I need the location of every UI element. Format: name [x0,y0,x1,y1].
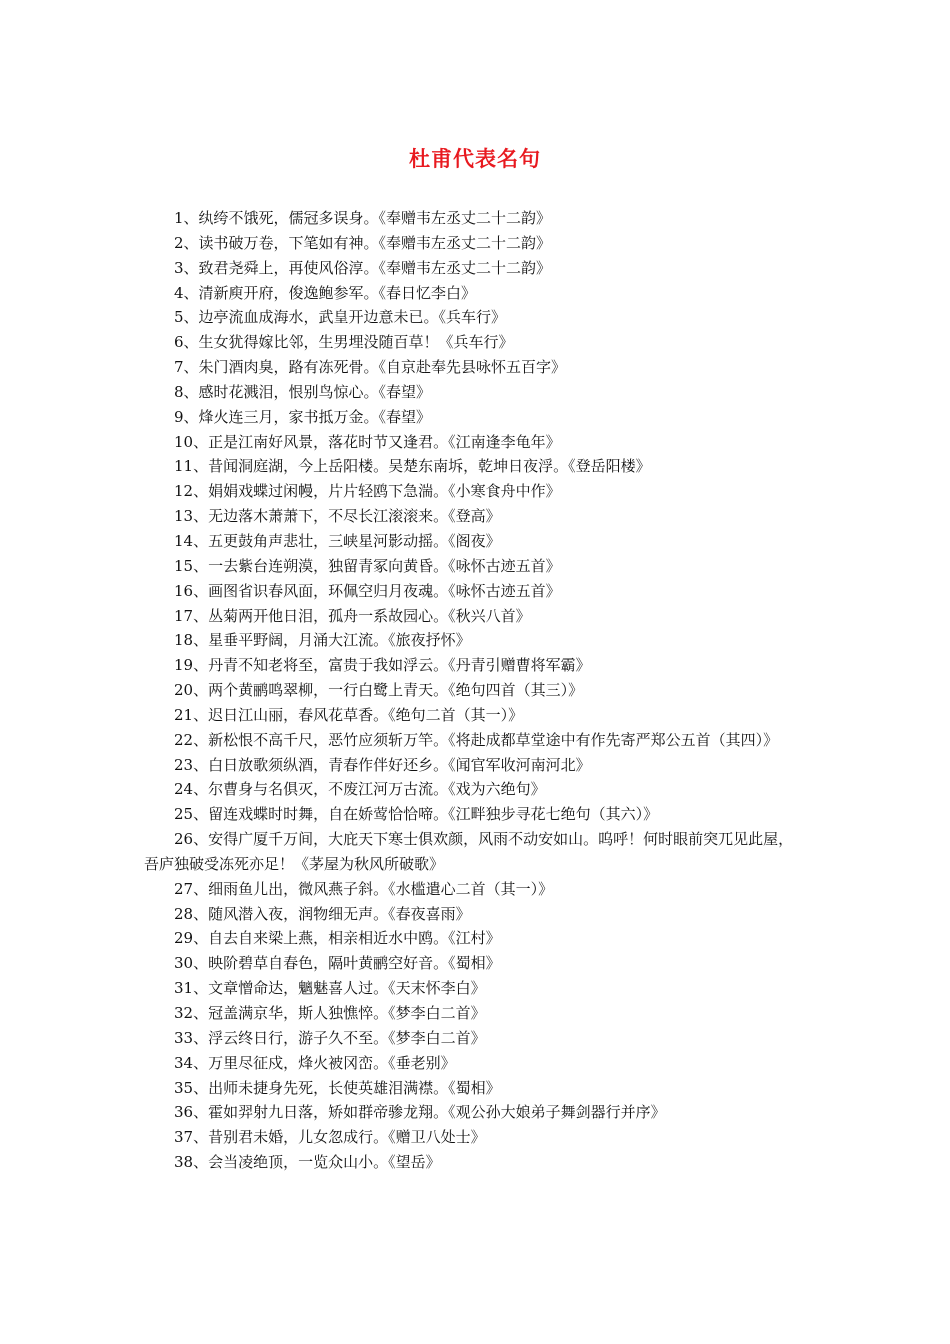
quote-item: 11、昔闻洞庭湖，今上岳阳楼。吴楚东南坼，乾坤日夜浮。《登岳阳楼》 [174,457,651,476]
quote-item: 21、迟日江山丽，春风花草香。《绝句二首（其一）》 [174,705,524,724]
quote-item: 30、映阶碧草自春色，隔叶黄鹂空好音。《蜀相》 [174,954,501,973]
quote-item: 32、冠盖满京华，斯人独憔悴。《梦李白二首》 [174,1004,486,1022]
quote-item: 3、致君尧舜上，再使风俗淳。《奉赠韦左丞丈二十二韵》 [174,258,552,277]
quote-item: 14、五更鼓角声悲壮，三峡星河影动摇。《阁夜》 [174,531,501,550]
quote-item: 9、烽火连三月，家书抵万金。《春望》 [174,407,432,426]
quote-item: 13、无边落木萧萧下，不尽长江滚滚来。《登高》 [174,507,501,526]
quote-item: 8、感时花溅泪，恨别鸟惊心。《春望》 [174,382,432,401]
quote-item: 27、细雨鱼儿出，微风燕子斜。《水槛遣心二首（其一）》 [174,879,554,898]
quote-item: 16、画图省识春风面，环佩空归月夜魂。《咏怀古迹五首》 [174,581,561,600]
quote-item: 35、出师未捷身先死，长使英雄泪满襟。《蜀相》 [174,1078,501,1097]
quote-item: 22、新松恨不高千尺，恶竹应须斩万竿。《将赴成都草堂途中有作先寄严郑公五首（其四）》 [174,730,779,749]
quote-item: 15、一去紫台连朔漠，独留青冢向黄昏。《咏怀古迹五首》 [174,556,561,575]
quote-item: 12、娟娟戏蝶过闲幔，片片轻鸥下急湍。《小寒食舟中作》 [174,482,561,501]
page-title: 杜甫代表名句 [409,146,541,171]
quote-item: 26、安得广厦千万间，大庇天下寒士俱欢颜，风雨不动安如山。呜呼！何时眼前突兀见此屋，吾庐独破受冻死亦足！《茅屋为秋风所破歌》 [144,830,794,873]
quote-item: 36、霍如羿射九日落，矫如群帝骖龙翔。《观公孙大娘弟子舞剑器行并序》 [174,1103,666,1122]
quote-item: 20、两个黄鹂鸣翠柳，一行白鹭上青天。《绝句四首（其三）》 [174,681,584,700]
quote-item: 2、读书破万卷，下笔如有神。《奉赠韦左丞丈二十二韵》 [174,233,552,252]
quote-item: 4、清新庾开府，俊逸鲍参军。《春日忆李白》 [174,283,477,302]
quote-item: 23、白日放歌须纵酒，青春作伴好还乡。《闻官军收河南河北》 [174,755,591,774]
quote-item: 28、随风潜入夜，润物细无声。《春夜喜雨》 [174,904,471,923]
quote-item: 17、丛菊两开他日泪，孤舟一系故园心。《秋兴八首》 [174,606,531,625]
quote-item: 37、昔别君未婚，儿女忽成行。《赠卫八处士》 [174,1128,486,1147]
quote-item: 38、会当凌绝顶，一览众山小。《望岳》 [174,1153,441,1172]
quote-item: 19、丹青不知老将至，富贵于我如浮云。《丹青引赠曹将军霸》 [174,656,591,675]
quote-item: 34、万里尽征戍，烽火被冈峦。《垂老别》 [174,1053,456,1072]
quote-item: 31、文章憎命达，魑魅喜人过。《天末怀李白》 [174,979,486,998]
quote-item: 10、正是江南好风景，落花时节又逢君。《江南逢李龟年》 [174,432,561,451]
quote-item: 18、星垂平野阔，月涌大江流。《旅夜抒怀》 [174,631,471,650]
quote-item: 24、尔曹身与名俱灭，不废江河万古流。《戏为六绝句》 [174,780,546,799]
quote-item: 33、浮云终日行，游子久不至。《梦李白二首》 [174,1028,486,1047]
quote-item: 6、生女犹得嫁比邻，生男埋没随百草！《兵车行》 [174,333,514,352]
quote-list [144,206,808,1175]
quote-item: 7、朱门酒肉臭，路有冻死骨。《自京赴奉先县咏怀五百字》 [174,358,567,377]
quote-item: 1、纨绔不饿死，儒冠多误身。《奉赠韦左丞丈二十二韵》 [174,209,552,227]
quote-item: 29、自去自来梁上燕，相亲相近水中鸥。《江村》 [174,929,501,948]
quote-item: 25、留连戏蝶时时舞，自在娇莺恰恰啼。《江畔独步寻花七绝句（其六）》 [174,805,659,824]
quote-item: 5、边亭流血成海水，武皇开边意未已。《兵车行》 [174,308,507,327]
